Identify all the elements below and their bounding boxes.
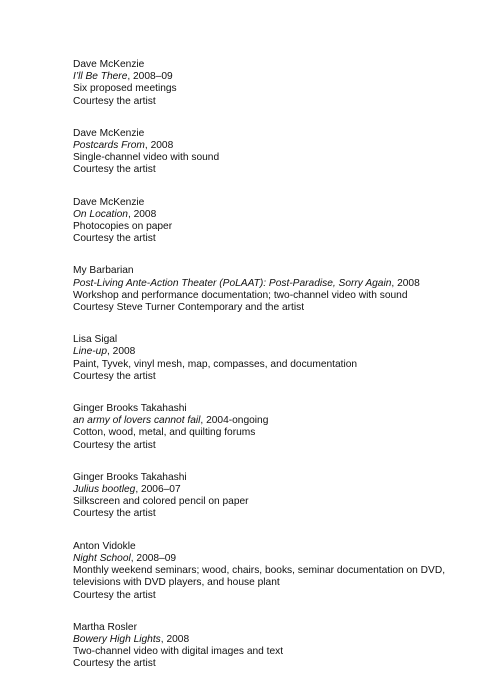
artwork-entry	[73, 128, 488, 177]
artwork-medium: Photocopies on paper	[73, 221, 173, 233]
artwork-medium: Two-channel video with digital images and text	[73, 646, 284, 658]
artwork-date: , 2008	[107, 346, 136, 358]
title-line	[73, 209, 488, 221]
artwork-entry	[73, 541, 488, 602]
artwork-date: , 2004-ongoing	[200, 415, 269, 427]
artwork-medium: Single-channel video with sound	[73, 152, 220, 164]
artwork-date: , 2008	[391, 277, 420, 289]
artist-name: Martha Rosler	[73, 621, 137, 633]
artwork-entry	[73, 472, 488, 521]
artwork-title: Night School	[73, 552, 131, 564]
artwork-credit: Courtesy the artist	[73, 370, 156, 382]
artist-name: Ginger Brooks Takahashi	[73, 471, 187, 483]
artwork-date: , 2008	[144, 140, 174, 152]
title-line	[73, 634, 488, 646]
artwork-title: an army of lovers cannot fail	[73, 415, 201, 427]
artwork-date: , 2006–07	[135, 484, 181, 496]
artwork-list	[73, 59, 488, 691]
artwork-credit: Courtesy the artist	[73, 233, 156, 245]
artwork-medium: Six proposed meetings	[73, 83, 177, 95]
artwork-credit: Courtesy the artist	[73, 508, 156, 520]
artwork-title: On Location	[73, 208, 128, 220]
artwork-entry	[73, 197, 488, 246]
artwork-credit: Courtesy the artist	[73, 164, 156, 176]
artist-name: Ginger Brooks Takahashi	[73, 403, 187, 415]
artwork-title: I’ll Be There	[73, 71, 128, 83]
artwork-credit: Courtesy the artist	[73, 95, 156, 107]
title-line	[73, 484, 488, 496]
artwork-date: , 2008–09	[130, 552, 177, 564]
title-line	[73, 553, 488, 565]
artwork-entry	[73, 334, 488, 383]
artwork-medium: Monthly weekend seminars; wood, chairs, books, seminar documentation on DVD, televisions with DVD players, and house plant	[73, 565, 446, 589]
artwork-entry	[73, 622, 488, 671]
artwork-date: , 2008–09	[127, 71, 173, 83]
artwork-date: , 2008	[127, 208, 157, 220]
artist-name: My Barbarian	[73, 265, 134, 277]
artwork-credit: Courtesy Steve Turner Contemporary and the artist	[73, 302, 305, 314]
artwork-entry	[73, 403, 488, 452]
artwork-title: Post-Living Ante-Action Theater (PoLAAT): Post-Paradise, Sorry Again	[73, 277, 392, 289]
artwork-entry	[73, 265, 488, 314]
artwork-date: , 2008	[160, 633, 190, 645]
artist-name: Anton Vidokle	[73, 540, 136, 552]
artwork-title: Julius bootleg	[73, 484, 136, 496]
artist-name: Dave McKenzie	[73, 127, 145, 139]
title-line	[73, 415, 488, 427]
title-line	[73, 71, 488, 83]
title-line	[73, 346, 488, 358]
artwork-medium: Workshop and performance documentation; two-channel video with sound	[73, 289, 408, 301]
title-line	[73, 278, 488, 290]
artwork-medium: Silkscreen and colored pencil on paper	[73, 496, 249, 508]
artwork-title: Postcards From	[73, 140, 145, 152]
artist-name: Dave McKenzie	[73, 59, 145, 70]
artist-name: Dave McKenzie	[73, 196, 145, 208]
artwork-medium: Cotton, wood, metal, and quilting forums	[73, 427, 256, 439]
artwork-credit: Courtesy the artist	[73, 658, 156, 670]
artwork-credit: Courtesy the artist	[73, 589, 156, 601]
artwork-credit: Courtesy the artist	[73, 439, 156, 451]
title-line	[73, 140, 488, 152]
artwork-medium: Paint, Tyvek, vinyl mesh, map, compasses, and documentation	[73, 358, 358, 370]
artwork-title: Bowery High Lights	[73, 633, 161, 645]
artwork-entry	[73, 59, 488, 108]
artist-name: Lisa Sigal	[73, 334, 118, 346]
artwork-title: Line-up	[73, 346, 107, 358]
